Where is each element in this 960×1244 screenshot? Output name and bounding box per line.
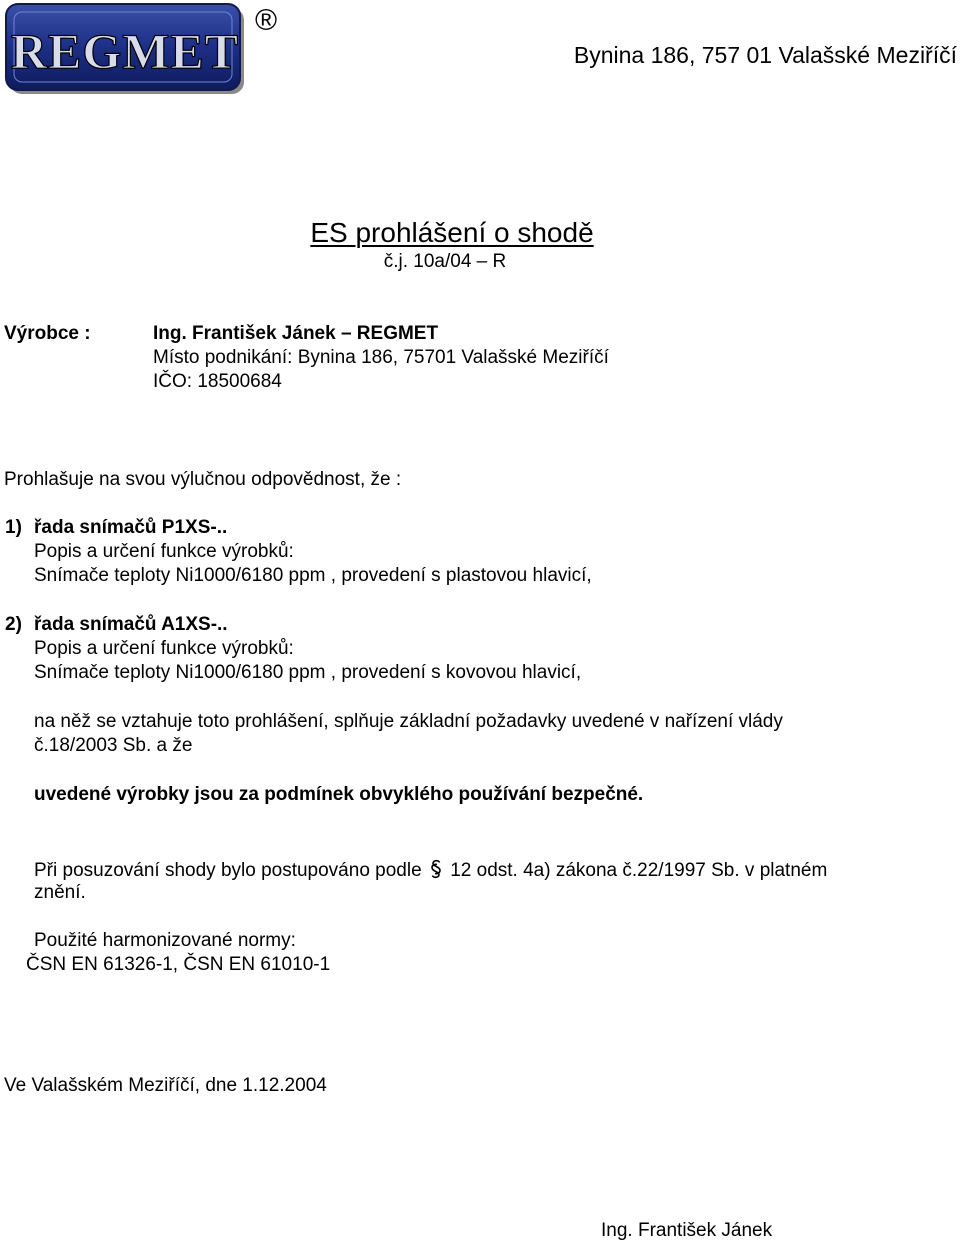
product-series: řada snímačů P1XS-.. xyxy=(34,517,228,538)
product-purpose-label: Popis a určení funkce výrobků: xyxy=(34,638,294,659)
registered-trademark-mark: ® xyxy=(255,4,278,37)
product-number: 2) xyxy=(5,614,22,635)
document-title: ES prohlášení o shodě xyxy=(310,217,594,248)
assessment-statement-line2: znění. xyxy=(34,882,86,903)
safety-statement: uvedené výrobky jsou za podmínek obvyklého používání bezpečné. xyxy=(34,784,644,805)
signatory-name: Ing. František Jánek xyxy=(601,1220,773,1241)
standards-list: ČSN EN 61326-1, ČSN EN 61010-1 xyxy=(26,954,331,975)
product-description: Snímače teploty Ni1000/6180 ppm , provedení s kovovou hlavicí, xyxy=(34,662,582,683)
product-description: Snímače teploty Ni1000/6180 ppm , provedení s plastovou hlavicí, xyxy=(34,565,592,586)
standards-label: Použité harmonizované normy: xyxy=(34,930,296,951)
compliance-statement-line1: na něž se vztahuje toto prohlášení, splňuje základní požadavky uvedené v nařízení vlády xyxy=(34,711,783,732)
manufacturer-ico: IČO: 18500684 xyxy=(153,371,282,392)
declaration-intro: Prohlašuje na svou výlučnou odpovědnost, že : xyxy=(4,469,402,490)
assessment-statement xyxy=(34,857,827,883)
product-purpose-label: Popis a určení funkce výrobků: xyxy=(34,541,294,562)
company-address: Bynina 186, 757 01 Valašské Meziříčí xyxy=(573,42,957,68)
regmet-logo xyxy=(4,2,248,98)
assessment-text-before: Při posuzování shody bylo postupováno podle xyxy=(34,860,422,881)
assessment-text-after: 12 odst. 4a) zákona č.22/1997 Sb. v platném xyxy=(450,860,828,881)
manufacturer-place: Místo podnikání: Bynina 186, 75701 Valašské Meziříčí xyxy=(153,347,609,368)
product-series: řada snímačů A1XS-.. xyxy=(34,614,228,635)
svg-text:REGMET: REGMET xyxy=(10,23,240,79)
section-sign-icon xyxy=(427,857,445,881)
manufacturer-label: Výrobce : xyxy=(4,323,91,344)
compliance-statement-line2: č.18/2003 Sb. a že xyxy=(34,735,193,756)
product-number: 1) xyxy=(5,517,22,538)
manufacturer-name: Ing. František Jánek – REGMET xyxy=(153,323,439,344)
place-and-date: Ve Valašském Meziříčí, dne 1.12.2004 xyxy=(4,1075,327,1096)
document-reference: č.j. 10a/04 – R xyxy=(383,251,507,272)
